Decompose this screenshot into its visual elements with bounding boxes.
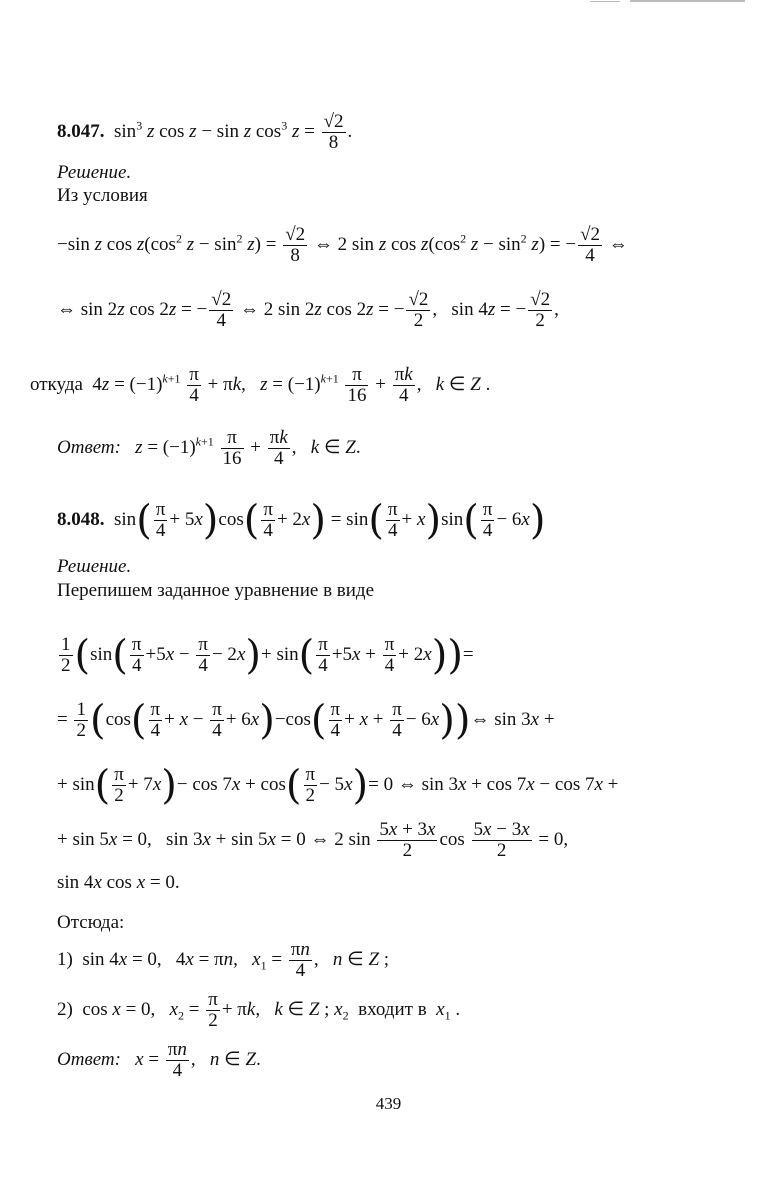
solution-intro: Перепишем заданное уравнение в виде — [57, 580, 375, 601]
case-2: 2) cos x = 0, $x_2$ = $\frac{\pi}{2}$ + πk, k ∈ Z ; $x_2$ входит в $x_1$ . — [57, 989, 461, 1031]
answer-label: Ответ: — [57, 1048, 121, 1070]
solution-step-4: $\frac{1}{2}$ (sin( $\frac{\pi}{4}$ +5x − $\frac{\pi}{4}$ − 2x)+ sin( $\frac{\pi}{4}$ +5x + $\frac{\pi}{4}$ + 2x))= — [61, 632, 474, 679]
solution-step-6: + sin( $\frac{\pi}{2}$ + 7x)− cos 7x + cos( $\frac{\pi}{2}$ − 5x)= 0 ⇔ sin 3x + cos 7x − cos 7x + — [57, 762, 619, 809]
answer-label: Ответ: — [57, 436, 121, 458]
solution-step-5: = $\frac{1}{2}$ (cos( $\frac{\pi}{4}$ + x − $\frac{\pi}{4}$ + 6x)−cos( $\frac{\pi}{4}$ + x + $\frac{\pi}{4}$ − 6x))⇔ sin 3x + — [57, 697, 555, 744]
hence-label: Отсюда: — [57, 912, 125, 933]
solution-step-1: −sin z $\cos z(\cos^2$ $z - \sin^2 z$) = $\frac{√2}{8}$ ⇔ 2 sin z $\cos z(\cos^2$ $z - \sin^2 z$) = − $\frac{√2}{4}$ ⇔ — [57, 224, 628, 266]
solution-label: Решение. — [57, 556, 132, 577]
scan-edge-mark — [590, 1, 620, 2]
solution-step-8: sin 4x cos x = 0. — [57, 872, 180, 893]
answer-8047: Ответ: $z = (-1)^{k+1}$ $\frac{\pi}{16}$ + $\frac{\pi k}{4}$ , k ∈ Z. — [57, 427, 361, 469]
case-1: 1) sin 4x = 0, 4x = πn, $x_1$ = $\frac{\pi n}{4}$ , n ∈ Z ; — [57, 939, 390, 981]
solution-intro: Из условия — [57, 185, 148, 206]
answer-8048: Ответ: x = $\frac{\pi n}{4}$ , n ∈ Z. — [57, 1039, 261, 1081]
page-number: 439 — [375, 1094, 402, 1113]
solution-step-3: откуда $4z = (-1)^{k+1}$ $\frac{\pi}{4}$ + πk, $z = (-1)^{k+1}$ $\frac{\pi}{16}$ + $\frac{\pi k}{4}$ , k ∈ Z . — [30, 364, 491, 406]
solution-label: Решение. — [57, 162, 132, 183]
solution-step-7: + sin 5x = 0, sin 3x + sin 5x = 0 ⇔ 2 sin $\frac{5x + 3x}{2}$ cos $\frac{5x - 3x}{2}$ = 0, — [57, 819, 569, 861]
problem-8048-statement: 8.048. sin( $\frac{\pi}{4}$ + 5x)cos( $\frac{\pi}{4}$ + 2x) = sin( $\frac{\pi}{4}$ + x)sin( $\frac{\pi}{4}$ − 6x) — [57, 497, 546, 544]
scan-edge-mark — [630, 0, 745, 2]
problem-number: 8.047. — [57, 120, 105, 142]
problem-8047-statement: 8.047. $\sin^3 z$ cos z − sin z $\cos^3 z$ = $\frac{√2}{8}$ . — [57, 111, 353, 153]
solution-step-2: ⇔ sin 2z cos 2z = − $\frac{√2}{4}$ ⇔ 2 sin 2z cos 2z = − $\frac{√2}{2}$ , sin 4z = − $\frac{√2}{2}$ , — [57, 289, 559, 331]
problem-number: 8.048. — [57, 508, 105, 530]
